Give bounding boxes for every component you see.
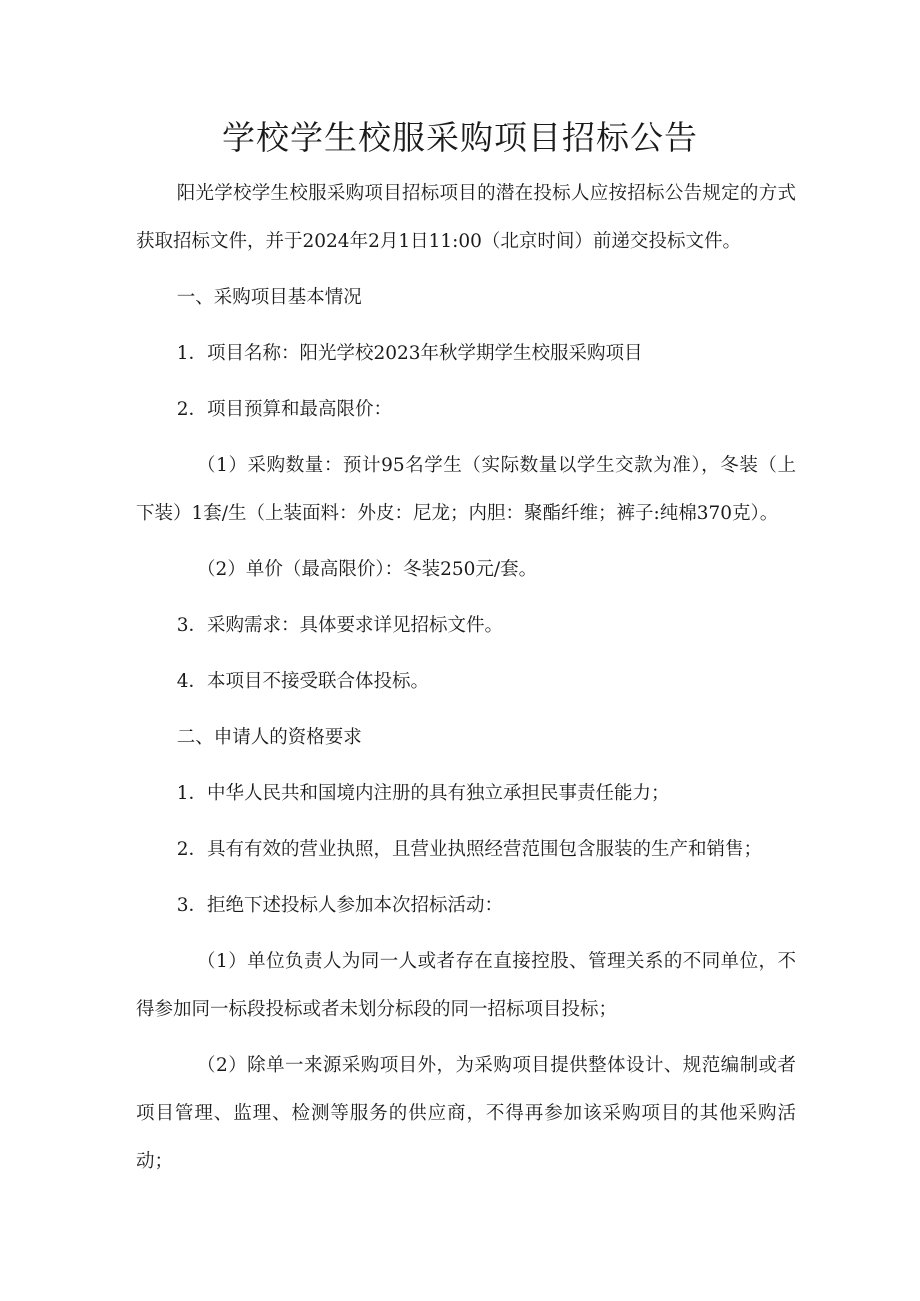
list-item: 3．采购需求：具体要求详见招标文件。 <box>176 615 503 636</box>
sub-list-item: （2）除单一来源采购项目外，为采购项目提供整体设计、规范编制或者项目管理、监理、检测等服务的供应商，不得再参加该采购项目的其他采购活动； <box>136 1055 796 1172</box>
list-item: 1．中华人民共和国境内注册的具有独立承担民事责任能力； <box>176 783 670 804</box>
list-item: 2．项目预算和最高限价： <box>176 399 392 420</box>
section-heading-2: 二、申请人的资格要求 <box>176 727 362 748</box>
document-title: 学校学生校服采购项目招标公告 <box>222 118 698 157</box>
list-item: 3．拒绝下述投标人参加本次招标活动： <box>176 895 503 916</box>
document-body <box>136 170 796 1194</box>
sub-list-item: （1）采购数量：预计95名学生（实际数量以学生交款为准），冬装（上下装）1套/生（上装面料：外皮：尼龙；内胆：聚酯纤维；裤子:纯棉370克）。 <box>136 455 796 524</box>
section-heading-1: 一、采购项目基本情况 <box>176 287 362 308</box>
list-item: 2．具有有效的营业执照，且营业执照经营范围包含服装的生产和销售； <box>176 839 762 860</box>
sub-list-item: （1）单位负责人为同一人或者存在直接控股、管理关系的不同单位，不得参加同一标段投标或者未划分标段的同一招标项目投标； <box>136 951 796 1020</box>
sub-list-item: （2）单价（最高限价）：冬装250元/套。 <box>197 559 538 580</box>
intro-paragraph: 阳光学校学生校服采购项目招标项目的潜在投标人应按招标公告规定的方式获取招标文件，并于2024年2月1日11:00（北京时间）前递交投标文件。 <box>136 183 796 252</box>
list-item: 1．项目名称：阳光学校2023年秋学期学生校服采购项目 <box>176 343 643 364</box>
list-item: 4．本项目不接受联合体投标。 <box>176 671 429 692</box>
